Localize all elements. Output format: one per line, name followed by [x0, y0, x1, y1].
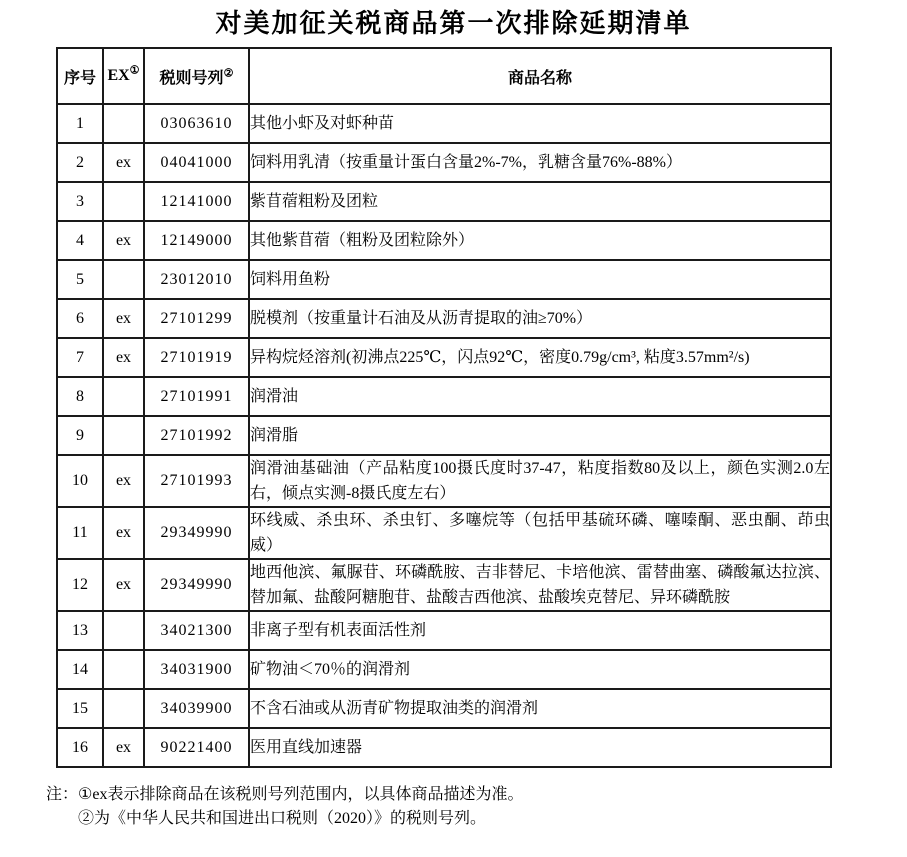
tariff-code-cell: 27101992: [144, 416, 249, 455]
table-row: [57, 182, 831, 221]
ex-flag-cell: [103, 104, 144, 143]
table-body: [57, 104, 831, 767]
table-row: [57, 728, 831, 767]
row-number-cell: 8: [57, 377, 103, 416]
ex-flag-cell: ex: [103, 728, 144, 767]
tariff-code-cell: 27101299: [144, 299, 249, 338]
table-row: [57, 221, 831, 260]
product-name-cell: 其他紫苜蓿（粗粉及团粒除外）: [249, 221, 831, 260]
ex-flag-cell: ex: [103, 559, 144, 611]
tariff-code-cell: 12149000: [144, 221, 249, 260]
product-name-cell: 润滑油基础油（产品粘度100摄氏度时37-47，粘度指数80及以上，颜色实测2.0左右，倾点实测-8摄氏度左右）: [249, 455, 831, 507]
column-header-seq: [57, 48, 103, 104]
table-row: [57, 416, 831, 455]
tariff-code-cell: 27101993: [144, 455, 249, 507]
column-header-product-name: [249, 48, 831, 104]
ex-flag-cell: [103, 377, 144, 416]
footnote-line-1: ①ex表示排除商品在该税则号列范围内，以具体商品描述为准。: [78, 786, 524, 803]
row-number-cell: 2: [57, 143, 103, 182]
product-name-cell: 紫苜蓿粗粉及团粒: [249, 182, 831, 221]
ex-flag-cell: ex: [103, 455, 144, 507]
footnotes: [46, 783, 907, 831]
ex-flag-cell: ex: [103, 143, 144, 182]
row-number-cell: 15: [57, 689, 103, 728]
table-row: [57, 260, 831, 299]
product-name-cell: 脱模剂（按重量计石油及从沥青提取的油≥70%）: [249, 299, 831, 338]
ex-flag-cell: ex: [103, 299, 144, 338]
row-number-cell: 1: [57, 104, 103, 143]
row-number-cell: 10: [57, 455, 103, 507]
column-header-ex: [103, 48, 144, 104]
row-number-cell: 9: [57, 416, 103, 455]
table-row: [57, 143, 831, 182]
ex-flag-cell: ex: [103, 507, 144, 559]
row-number-cell: 13: [57, 611, 103, 650]
product-name-cell: 医用直线加速器: [249, 728, 831, 767]
footnote-marker-1: ①: [129, 64, 140, 77]
column-header-seq-label: 序号: [63, 69, 96, 87]
table-row: [57, 455, 831, 507]
table-row: [57, 689, 831, 728]
ex-flag-cell: [103, 260, 144, 299]
row-number-cell: 14: [57, 650, 103, 689]
ex-flag-cell: [103, 689, 144, 728]
row-number-cell: 7: [57, 338, 103, 377]
table-row: [57, 377, 831, 416]
footnote-prefix: 注：: [46, 786, 79, 803]
product-name-cell: 饲料用鱼粉: [249, 260, 831, 299]
table-row: [57, 611, 831, 650]
table-row: [57, 650, 831, 689]
row-number-cell: 5: [57, 260, 103, 299]
row-number-cell: 16: [57, 728, 103, 767]
column-header-product-name-label: 商品名称: [507, 69, 572, 87]
tariff-code-cell: 12141000: [144, 182, 249, 221]
table-row: [57, 507, 831, 559]
product-name-cell: 地西他滨、氟脲苷、环磷酰胺、吉非替尼、卡培他滨、雷替曲塞、磷酸氟达拉滨、替加氟、盐酸阿糖胞苷、盐酸吉西他滨、盐酸埃克替尼、异环磷酰胺: [249, 559, 831, 611]
row-number-cell: 3: [57, 182, 103, 221]
tariff-code-cell: 34031900: [144, 650, 249, 689]
tariff-code-cell: 23012010: [144, 260, 249, 299]
row-number-cell: 4: [57, 221, 103, 260]
ex-flag-cell: [103, 416, 144, 455]
table-row: [57, 338, 831, 377]
ex-flag-cell: [103, 650, 144, 689]
page-title: 对美加征关税商品第一次排除延期清单: [215, 9, 692, 38]
tariff-code-cell: 29349990: [144, 507, 249, 559]
ex-flag-cell: [103, 182, 144, 221]
ex-flag-cell: ex: [103, 221, 144, 260]
table-row: [57, 299, 831, 338]
product-name-cell: 不含石油或从沥青矿物提取油类的润滑剂: [249, 689, 831, 728]
tariff-code-cell: 27101991: [144, 377, 249, 416]
product-name-cell: 环线威、杀虫环、杀虫钉、多噻烷等（包括甲基硫环磷、噻嗪酮、恶虫酮、茚虫威）: [249, 507, 831, 559]
column-header-tariff-code: [144, 48, 249, 104]
table-row: [57, 559, 831, 611]
tariff-code-cell: 90221400: [144, 728, 249, 767]
footnote-marker-2: ②: [223, 67, 234, 80]
tariff-code-cell: 29349990: [144, 559, 249, 611]
tariff-code-cell: 34021300: [144, 611, 249, 650]
table-row: [57, 104, 831, 143]
product-name-cell: 润滑脂: [249, 416, 831, 455]
tariff-code-cell: 03063610: [144, 104, 249, 143]
product-name-cell: 饲料用乳清（按重量计蛋白含量2%-7%，乳糖含量76%-88%）: [249, 143, 831, 182]
column-header-tariff-code-label: 税则号列: [159, 69, 224, 87]
ex-flag-cell: ex: [103, 338, 144, 377]
tariff-exclusion-table: [56, 47, 832, 768]
ex-flag-cell: [103, 611, 144, 650]
product-name-cell: 非离子型有机表面活性剂: [249, 611, 831, 650]
tariff-code-cell: 27101919: [144, 338, 249, 377]
row-number-cell: 6: [57, 299, 103, 338]
column-header-ex-label: EX: [107, 67, 130, 84]
footnote-lines: [78, 783, 523, 831]
row-number-cell: 11: [57, 507, 103, 559]
footnote-line-2: ②为《中华人民共和国进出口税则（2020）》的税则号列。: [78, 810, 487, 827]
tariff-code-cell: 04041000: [144, 143, 249, 182]
row-number-cell: 12: [57, 559, 103, 611]
tariff-code-cell: 34039900: [144, 689, 249, 728]
product-name-cell: 矿物油＜70％的润滑剂: [249, 650, 831, 689]
table-header-row: [57, 48, 831, 104]
product-name-cell: 异构烷烃溶剂(初沸点225℃，闪点92℃，密度0.79g/cm³, 粘度3.57mm²/s): [249, 338, 831, 377]
product-name-cell: 其他小虾及对虾种苗: [249, 104, 831, 143]
product-name-cell: 润滑油: [249, 377, 831, 416]
